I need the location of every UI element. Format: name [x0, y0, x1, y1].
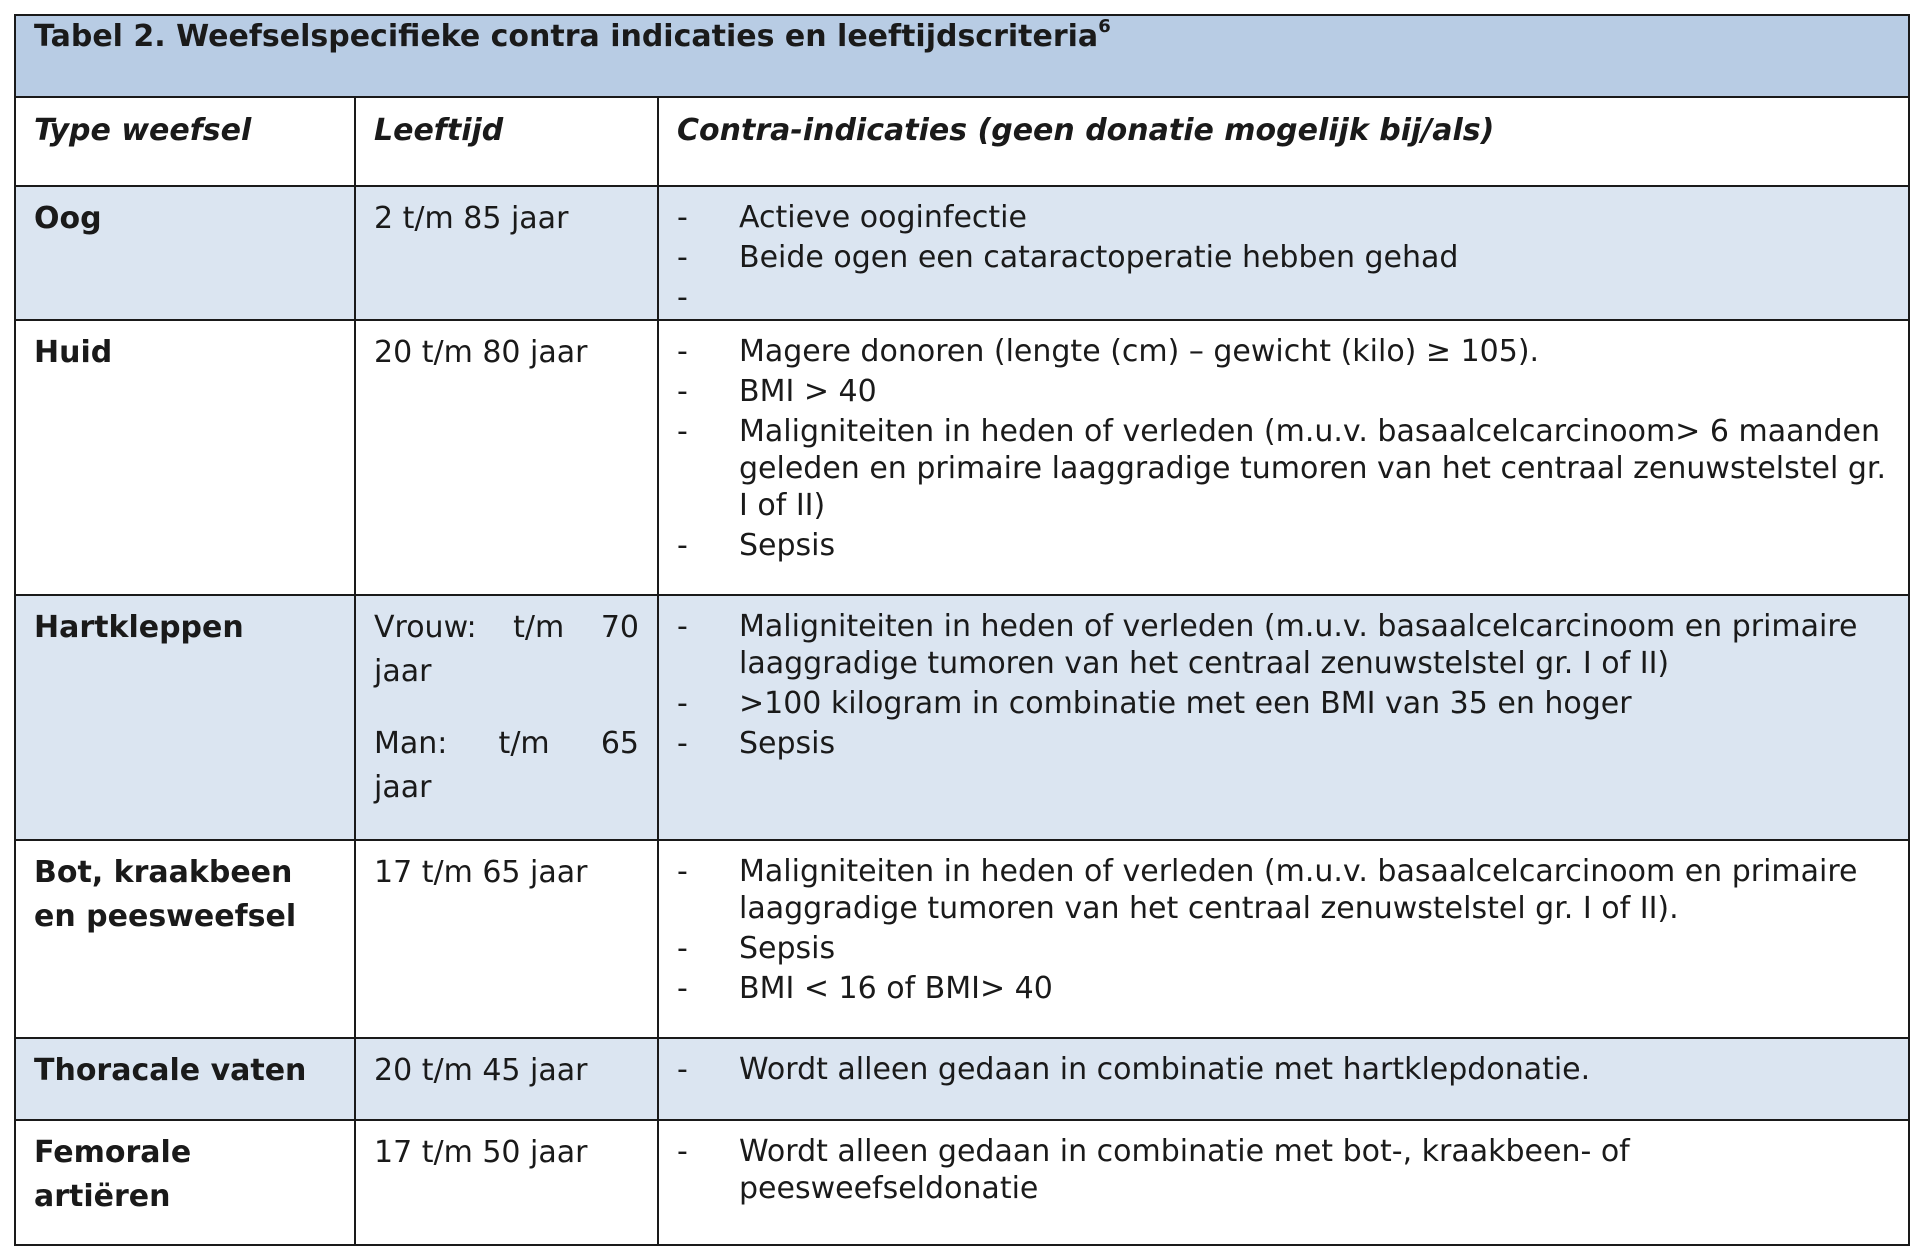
contra-indications [658, 1120, 1909, 1245]
list-item-text: Maligniteiten in heden of verleden (m.u.v. basaalcelcarcinoom> 6 maanden geleden en primaire laaggradige tumoren van het centraal zenuwstelstel gr. I of II) [739, 414, 1887, 523]
list-item-text: Beide ogen een cataractoperatie hebben gehad [739, 240, 1459, 275]
table-row [15, 186, 1909, 320]
age-criteria: 20 t/m 80 jaar [355, 320, 658, 595]
list-item [677, 527, 1894, 564]
bullet-dash: - [677, 931, 688, 966]
age-criteria: 17 t/m 65 jaar [355, 840, 658, 1038]
list-item-text: Maligniteiten in heden of verleden (m.u.v. basaalcelcarcinoom en primaire laaggradige tumoren van het centraal zenuwstelstel gr. I of II). [739, 854, 1858, 926]
list-item-text: BMI < 16 of BMI> 40 [739, 971, 1053, 1006]
table-caption [15, 15, 1909, 97]
age-women-line1: Vrouw: t/m 70 [374, 610, 639, 645]
table-row [15, 595, 1909, 840]
bullet-dash: - [677, 686, 688, 721]
bullet-dash: - [677, 334, 688, 369]
bullet-dash: - [677, 414, 688, 449]
list-item-text: Sepsis [739, 726, 836, 761]
list-item [677, 239, 1894, 276]
list-item-text: >100 kilogram in combinatie met een BMI van 35 en hoger [739, 686, 1632, 721]
tissue-type: Hartkleppen [15, 595, 355, 840]
contra-indications [658, 840, 1909, 1038]
bullet-dash: - [677, 528, 688, 563]
list-item [677, 1133, 1894, 1207]
list-item-text: Magere donoren (lengte (cm) – gewicht (kilo) ≥ 105). [739, 334, 1540, 369]
header-contra: Contra-indicaties (geen donatie mogelijk bij/als) [658, 97, 1909, 186]
bullet-dash: - [677, 854, 688, 889]
list-item-text: Actieve ooginfectie [739, 200, 1027, 235]
table-row [15, 1038, 1909, 1120]
list-item-text: Maligniteiten in heden of verleden (m.u.v. basaalcelcarcinoom en primaire laaggradige tumoren van het centraal zenuwstelstel gr. I of II) [739, 609, 1858, 681]
contra-indications [658, 186, 1909, 320]
bullet-dash: - [677, 1134, 688, 1169]
list-item [677, 1051, 1894, 1088]
contra-indications [658, 320, 1909, 595]
tissue-criteria-table [14, 14, 1910, 1246]
bullet-dash: - [677, 240, 688, 275]
contra-indications [658, 1038, 1909, 1120]
age-criteria: 20 t/m 45 jaar [355, 1038, 658, 1120]
bullet-dash: - [677, 280, 688, 315]
age-men-line1: Man: t/m 65 [374, 726, 639, 761]
list-item-text: Sepsis [739, 528, 836, 563]
bullet-dash: - [677, 374, 688, 409]
tissue-type: Bot, kraakbeen en peesweefsel [15, 840, 355, 1038]
header-type: Type weefsel [15, 97, 355, 186]
age-women-line2: jaar [374, 654, 432, 689]
bullet-dash: - [677, 1052, 688, 1087]
list-item [677, 930, 1894, 967]
bullet-dash: - [677, 609, 688, 644]
list-item [677, 279, 1894, 316]
table-row [15, 840, 1909, 1038]
caption-row [15, 15, 1909, 97]
tissue-type: Huid [15, 320, 355, 595]
age-criteria: 2 t/m 85 jaar [355, 186, 658, 320]
bullet-dash: - [677, 200, 688, 235]
caption-footnote-ref: 6 [1098, 16, 1111, 37]
age-criteria [355, 595, 658, 840]
list-item [677, 725, 1894, 762]
caption-text: Tabel 2. Weefselspecifieke contra indicaties en leeftijdscriteria [34, 19, 1099, 54]
list-item [677, 199, 1894, 236]
tissue-type: Thoracale vaten [15, 1038, 355, 1120]
list-item [677, 333, 1894, 370]
list-item [677, 685, 1894, 722]
tissue-type: Femorale artiëren [15, 1120, 355, 1245]
list-item [677, 970, 1894, 1007]
list-item-text: Wordt alleen gedaan in combinatie met bot-, kraakbeen- of peesweefseldonatie [739, 1134, 1630, 1206]
header-age: Leeftijd [355, 97, 658, 186]
list-item [677, 413, 1894, 524]
list-item-text: Wordt alleen gedaan in combinatie met hartklepdonatie. [739, 1052, 1591, 1087]
list-item [677, 853, 1894, 927]
bullet-dash: - [677, 726, 688, 761]
table-row [15, 1120, 1909, 1245]
list-item [677, 608, 1894, 682]
bullet-dash: - [677, 971, 688, 1006]
list-item [677, 373, 1894, 410]
age-men-line2: jaar [374, 770, 432, 805]
list-item-text: BMI > 40 [739, 374, 877, 409]
table-row [15, 320, 1909, 595]
list-item-text: Sepsis [739, 931, 836, 966]
age-criteria: 17 t/m 50 jaar [355, 1120, 658, 1245]
header-row [15, 97, 1909, 186]
tissue-type: Oog [15, 186, 355, 320]
age-spacer [374, 694, 639, 722]
contra-indications [658, 595, 1909, 840]
